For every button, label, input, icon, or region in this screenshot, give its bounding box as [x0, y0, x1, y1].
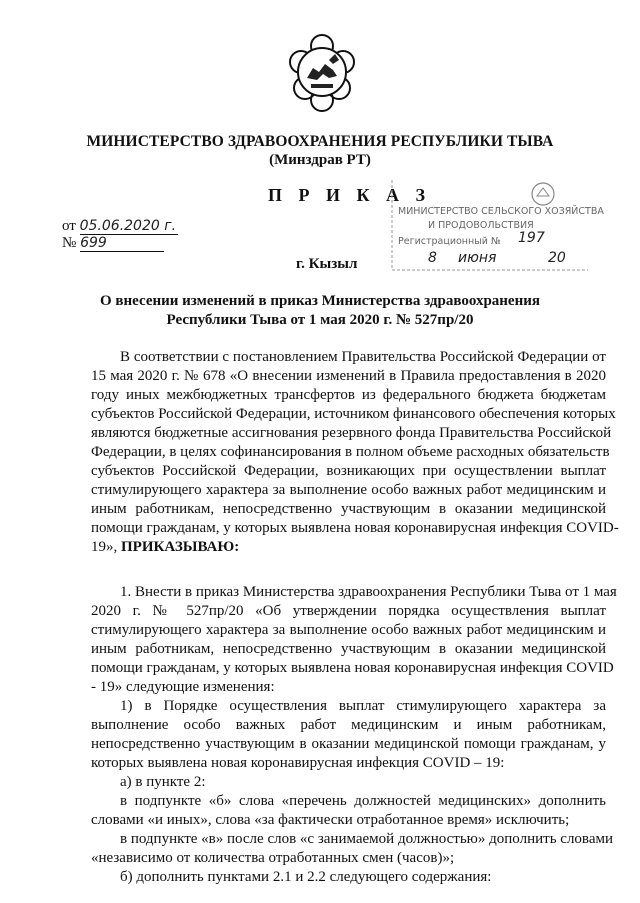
- stamp-date-year: 20: [548, 250, 566, 266]
- clause-line: 2020 г. № 527пр/20 «Об утверждении порядка осуществления выплат: [91, 603, 606, 619]
- preamble-line: В соответствии с постановлением Правительства Российской Федерации от: [120, 349, 606, 365]
- sub-clause-line: 1) в Порядке осуществления выплат стимулирующего характера за: [120, 698, 606, 714]
- item-a: а) в пункте 2:: [120, 774, 206, 790]
- ministry-short-name: (Минздрав РТ): [269, 152, 371, 168]
- stamp-line-2: И ПРОДОВОЛЬСТВИЯ: [428, 220, 534, 231]
- preamble-line: субъектов Российской Федерации, возникающих при осуществлении выплат: [91, 463, 606, 479]
- preamble-line: Федерации, в целях софинансирования в полном объеме расходных обязательств: [91, 444, 610, 460]
- clause-line: стимулирующего характера за выполнение особо важных работ медицинским и: [91, 622, 606, 638]
- item-b-sub-line: в подпункте «б» слова «перечень должностей медицинских» дополнить: [120, 793, 606, 809]
- stamp-date-day: 8: [428, 250, 437, 266]
- sub-clause-line: которых выявлена новая коронавирусная инфекция COVID – 19:: [91, 755, 505, 771]
- clause-line: иным работникам, непосредственно участвующим в оказании медицинской: [91, 641, 606, 657]
- preamble-line: помощи гражданам, у которых выявлена новая коронавирусная инфекция COVID-: [91, 520, 619, 536]
- number-value: 699: [80, 236, 164, 252]
- preamble-line: иным работникам, непосредственно участвующим в оказании медицинской: [91, 501, 606, 517]
- registration-stamp: [388, 172, 604, 277]
- order-number: [62, 235, 164, 252]
- clause-line: помощи гражданам, у которых выявлена новая коронавирусная инфекция COVID: [91, 660, 614, 676]
- number-prefix: №: [62, 235, 77, 251]
- stamp-line-1: МИНИСТЕРСТВО СЕЛЬСКОГО ХОЗЯЙСТВА: [398, 206, 604, 217]
- subject-line-1: О внесении изменений в приказ Министерства здравоохранения: [99, 293, 540, 309]
- sub-clause-line: выполнение особо важных работ медицинским и иным работникам,: [91, 717, 606, 733]
- preamble-end: 19»,: [91, 539, 118, 555]
- ministry-name: МИНИСТЕРСТВО ЗДРАВООХРАНЕНИЯ РЕСПУБЛИКИ ТЫВА: [86, 133, 554, 150]
- preamble-last-line: [91, 538, 606, 557]
- item-v-sub-line: в подпункте «в» после слов «с занимаемой должностью» дополнить словами: [120, 831, 613, 847]
- stamp-line-3: Регистрационный №: [398, 236, 501, 247]
- city: г. Кызыл: [296, 256, 358, 272]
- subject-line-2: Республики Тыва от 1 мая 2020 г. № 527пр/20: [166, 312, 474, 328]
- preamble-line: субъектов Российской Федерации, источником финансового обеспечения которых: [91, 406, 616, 422]
- date-prefix: от: [62, 218, 76, 234]
- sub-clause-line: непосредственно участвующим в оказании медицинской помощи гражданам, у: [91, 736, 606, 752]
- item-b2: б) дополнить пунктами 2.1 и 2.2 следующего содержания:: [120, 869, 492, 885]
- date-value: 05.06.2020 г.: [79, 218, 177, 234]
- order-date: [62, 218, 178, 235]
- order-word: ПРИКАЗЫВАЮ:: [121, 539, 240, 555]
- clause-line: 1. Внести в приказ Министерства здравоохранения Республики Тыва от 1 мая: [120, 584, 617, 600]
- preamble-line: году иных межбюджетных трансфертов из федерального бюджета бюджетам: [91, 387, 606, 403]
- preamble-line: стимулирующего характера за выполнение особо важных работ медицинским и: [91, 482, 606, 498]
- stamp-reg-number: 197: [518, 230, 545, 246]
- clause-line: - 19» следующие изменения:: [91, 679, 275, 695]
- document-type: П Р И К А З: [268, 185, 432, 205]
- preamble-line: 15 мая 2020 г. № 678 «О внесении изменений в Правила предоставления в 2020: [91, 368, 606, 384]
- item-b-sub-line: словами «и иных», слова «за фактически отработанное время» исключить;: [91, 812, 570, 828]
- preamble-line: являются бюджетные ассигнования резервного фонда Правительства Российской: [91, 425, 612, 441]
- tuva-emblem-icon: [289, 32, 355, 114]
- stamp-date-month: июня: [458, 250, 497, 266]
- item-v-sub-line: «независимо от количества отработанных смен (часов)»;: [91, 850, 455, 866]
